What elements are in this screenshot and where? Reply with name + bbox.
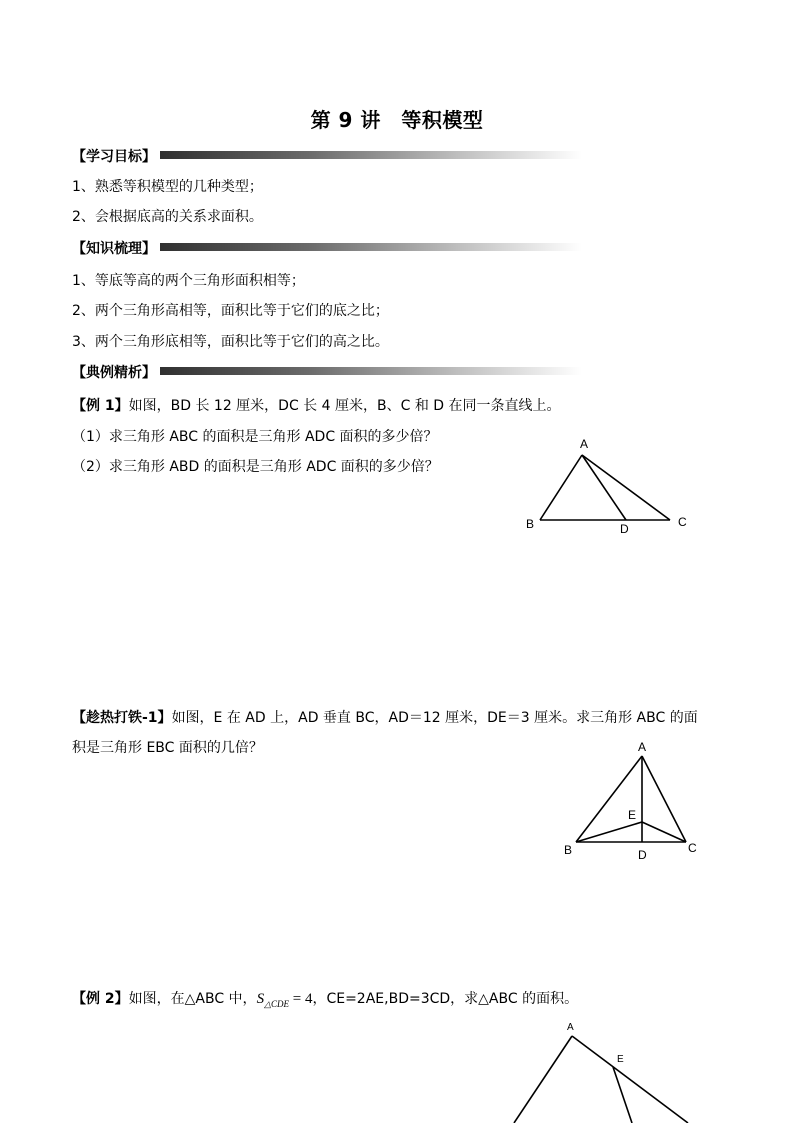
math-symbol-s: S: [256, 991, 265, 1007]
example1-triangle-figure: [520, 432, 700, 540]
vertex-label-B: B: [526, 517, 535, 531]
example2-text-after: ，CE=2AE,BD=3CD，求△ABC 的面积。: [312, 991, 579, 1007]
example2-triangle-figure: [500, 1016, 700, 1123]
practice1-triangle-figure: [560, 738, 710, 864]
vertex-label-E: E: [628, 808, 637, 822]
segment-BE: [576, 822, 642, 842]
section-divider-bar: [160, 243, 582, 251]
example1-question-2: （2）求三角形 ABD 的面积是三角形 ADC 面积的多少倍？: [72, 459, 439, 475]
vertex-label-A: A: [567, 1022, 574, 1033]
segment-AC: [642, 756, 686, 842]
goal-item: 1、熟悉等积模型的几种类型；: [72, 179, 263, 195]
segment-ED: [613, 1067, 632, 1123]
vertex-label-E: E: [617, 1054, 624, 1065]
section-heading: 【典例精析】: [72, 365, 156, 381]
segment-EC: [642, 822, 686, 842]
page-title: 第 9 讲 等积模型: [310, 108, 484, 132]
knowledge-item: 1、等底等高的两个三角形面积相等；: [72, 273, 305, 289]
section-heading: 【学习目标】: [72, 149, 156, 165]
vertex-label-C: C: [688, 841, 697, 855]
vertex-label-D: D: [620, 522, 629, 536]
vertex-label-A: A: [638, 740, 647, 754]
example1-text: 如图，BD 长 12 厘米，DC 长 4 厘米，B、C 和 D 在同一条直线上。: [128, 398, 561, 414]
example1-statement: [72, 395, 561, 415]
example2-statement: [72, 988, 578, 1010]
section-divider-bar: [160, 367, 582, 375]
vertex-label-B: B: [564, 843, 573, 857]
example2-label: 【例 2】: [72, 991, 129, 1007]
vertex-label-D: D: [638, 848, 647, 862]
math-subscript: △CDE: [264, 999, 289, 1009]
segment-AC: [572, 1036, 688, 1123]
section-divider-bar: [160, 151, 582, 159]
practice1-text: 如图，E 在 AD 上，AD 垂直 BC，AD＝12 厘米，DE＝3 厘米。求三角形 ABC 的面: [171, 710, 698, 726]
knowledge-item: 2、两个三角形高相等，面积比等于它们的底之比；: [72, 303, 389, 319]
example2-text-before: 如图，在△ABC 中，: [128, 991, 257, 1007]
section-heading: 【知识梳理】: [72, 241, 156, 257]
vertex-label-A: A: [580, 437, 589, 451]
goal-item: 2、会根据底高的关系求面积。: [72, 209, 263, 225]
segment-AB: [540, 455, 582, 520]
segment-AB: [576, 756, 642, 842]
vertex-label-C: C: [678, 515, 687, 529]
practice1-label: 【趁热打铁-1】: [72, 710, 172, 726]
math-equals: = 4: [288, 991, 313, 1007]
practice1-statement-line2: 积是三角形 EBC 面积的几倍？: [72, 740, 263, 756]
segment-AD: [582, 455, 626, 520]
segment-AC: [582, 455, 670, 520]
example1-question-1: （1）求三角形 ABC 的面积是三角形 ADC 面积的多少倍？: [72, 429, 438, 445]
example1-label: 【例 1】: [72, 398, 129, 414]
area-expression: [257, 991, 313, 1007]
practice1-statement-line1: [72, 707, 698, 727]
knowledge-item: 3、两个三角形底相等，面积比等于它们的高之比。: [72, 334, 389, 350]
segment-AB: [514, 1036, 572, 1123]
